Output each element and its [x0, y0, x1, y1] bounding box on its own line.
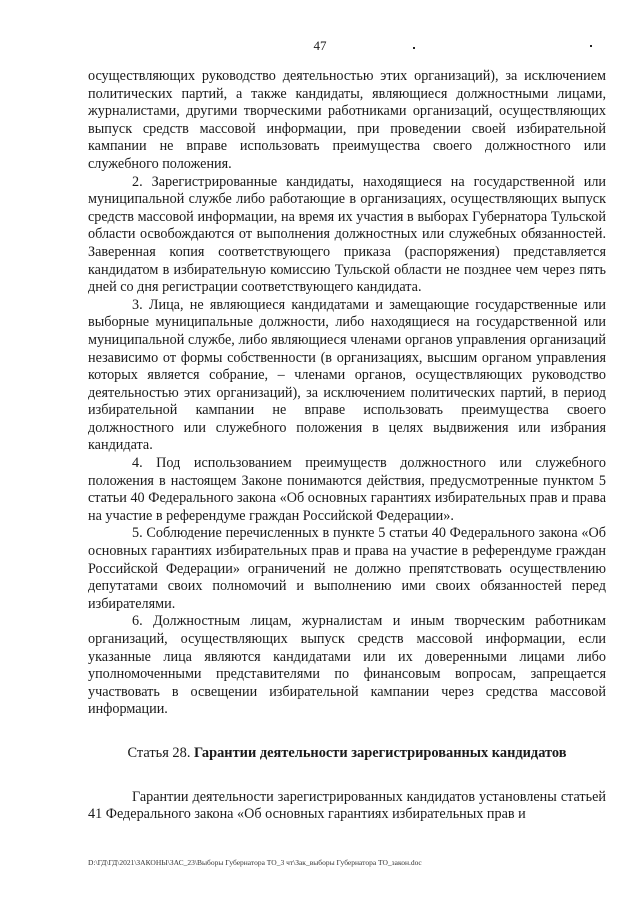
paragraph: 4. Под использованием преимуществ должностного или служебного положения в настоящем Законе понимаются действия, предусмотренные пунктом 5 статьи 40 Федерального закона «Об основных гарантиях избирательных прав и права на участие в референдуме граждан Российской Федерации». — [88, 455, 606, 524]
document-body — [88, 68, 606, 824]
footer-file-path: D:\ГД\ГД\2021\ЗАКОНЫ\ЗАС_23\Выборы Губернатора ТО_3 чт\Зак_выборы Губернатора ТО_закон.doc — [88, 858, 422, 867]
paragraph: 2. Зарегистрированные кандидаты, находящиеся на государственной или муниципальной службе либо работающие в организациях, осуществляющих выпуск средств массовой информации, на время их участия в выборах Губернатора Тульской области освобождаются от выполнения должностных или служебных обязанностей. Заверенная копия соответствующего приказа (распоряжения) представляется кандидатом в избирательную комиссию Тульской области не позднее чем через пять дней со дня регистрации соответствующего кандидата. — [88, 173, 606, 296]
paragraph: 5. Соблюдение перечисленных в пункте 5 статьи 40 Федерального закона «Об основных гарантиях избирательных прав и права на участие в референдуме граждан Российской Федерации» ограничений не должно препятствовать осуществлению депутатами своих полномочий и выполнению ими своих обязанностей перед избирателями. — [88, 525, 606, 612]
paragraph: Гарантии деятельности зарегистрированных кандидатов установлены статьей 41 Федерального закона «Об основных гарантиях избирательных прав и — [88, 788, 606, 823]
paragraph: осуществляющих руководство деятельностью этих организаций), за исключением политических партий, а также кандидаты, являющиеся должностными лицами, журналистами, другими творческими работниками организаций, осуществляющих выпуск средств массовой информации, при проведении своей избирательной кампании не вправе использовать преимущества своего должностного или служебного положения. — [88, 68, 606, 172]
article-heading — [88, 745, 606, 763]
paragraph: 6. Должностным лицам, журналистам и иным творческим работникам организаций, осуществляющих выпуск средств массовой информации, если указанные лица являются кандидатами или их доверенными лицами либо уполномоченными представителями по финансовым вопросам, запрещается участвовать в освещении избирательной кампании через средства массовой информации. — [88, 613, 606, 718]
page-number: 47 — [313, 38, 327, 53]
scan-speck — [413, 47, 415, 49]
article-title: Гарантии деятельности зарегистрированных кандидатов — [194, 744, 567, 761]
paragraph: 3. Лица, не являющиеся кандидатами и замещающие государственные или выборные муниципальные должности, либо находящиеся на государственной или муниципальной службе, либо являющиеся членами органов управления организаций независимо от формы собственности (в организациях, высшим органом управления которых является собрание, – членами органов, осуществляющих руководство деятельностью этих организаций), за исключением политических партий, в период избирательной кампании не вправе использовать преимущества своего должностного или служебного положения в целях выдвижения или избрания кандидата. — [88, 296, 606, 454]
article-number: Статья 28. — [127, 744, 195, 761]
scan-speck — [590, 45, 592, 47]
